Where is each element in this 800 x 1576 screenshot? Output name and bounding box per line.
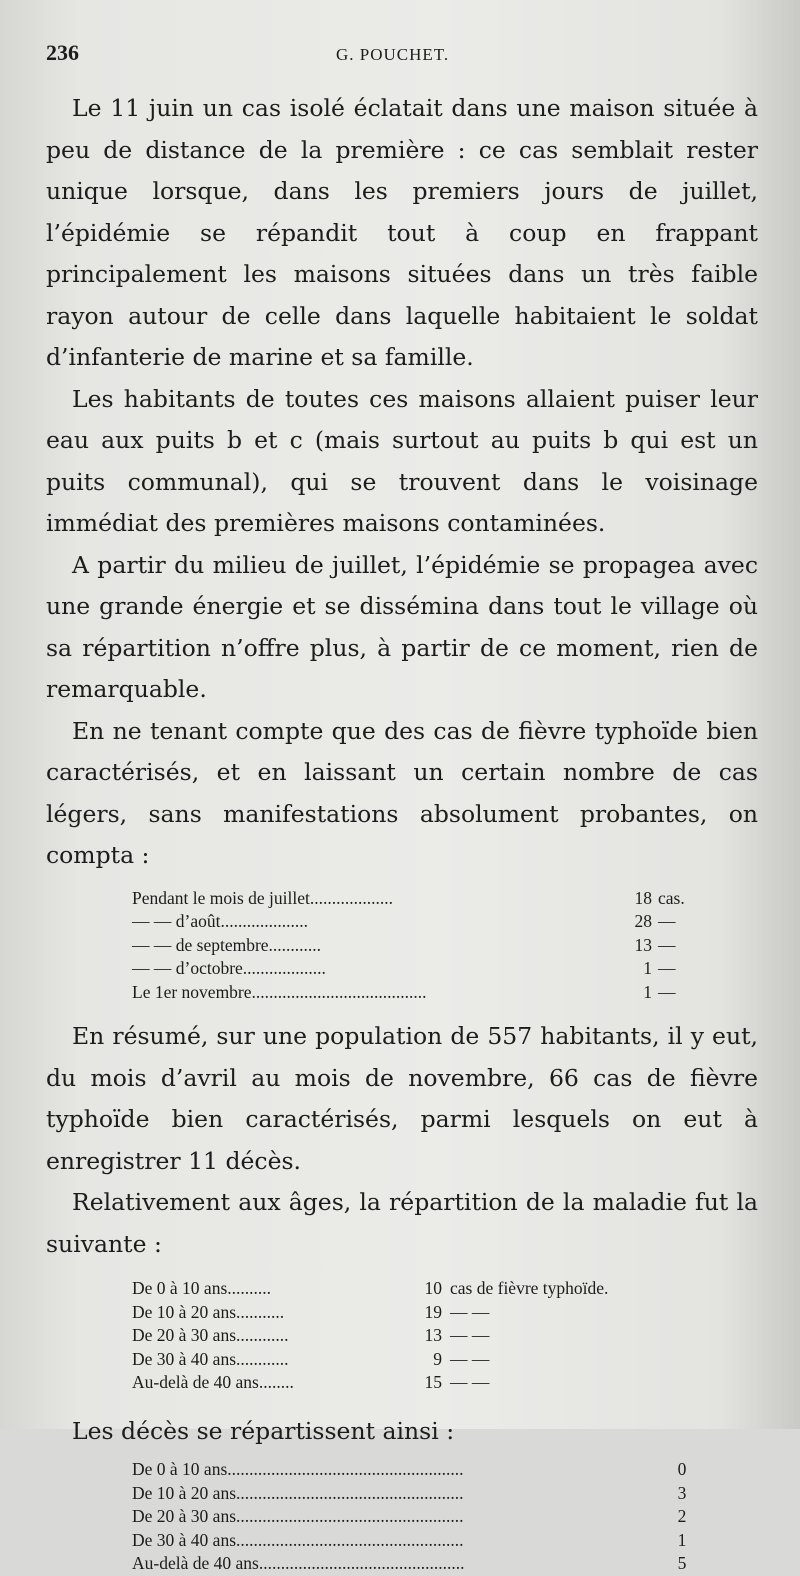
paragraph-3: A partir du milieu de juillet, l’épidémie se propagea avec une grande énergie et se dissémina dans tout le village où sa répartition n’offre plus, à partir de ce moment, rien de remarquable. [46,550,758,703]
death-count: 0 [677,1459,687,1480]
table-row [132,934,685,958]
age-range: De 0 à 10 ans.......... [132,1278,272,1299]
paragraph-1: Le 11 juin un cas isolé éclatait dans une maison située à peu de distance de la première : ce cas semblait rester unique lorsque, dans les premiers jours de juillet, l’épidémie se répandit tout à coup en frappant principalement les maisons situées dans un très faible rayon autour de celle dans laquelle habitaient le soldat d’infanterie de marine et sa famille. [46,94,758,371]
table-row [132,1371,608,1395]
case-count: 1 [643,958,652,979]
age-range: De 20 à 30 ans.................................................... [132,1506,464,1527]
case-count: 9 [433,1348,442,1369]
table-row [132,1505,692,1529]
table-row [132,981,685,1005]
paragraph-4: En ne tenant compte que des cas de fièvre typhoïde bien caractérisés, et en laissant un certain nombre de cas légers, sans manifestations absolument probantes, on compta : [46,716,758,869]
table-row [132,1482,692,1506]
cases-by-age-table [132,1277,608,1395]
month-label: — — d’août.................... [132,911,308,932]
age-range: De 0 à 10 ans...................................................... [132,1459,464,1480]
month-label: Le 1er novembre........................................ [132,981,427,1002]
death-count: 2 [677,1506,687,1527]
case-count: 13 [634,934,652,955]
month-label: Pendant le mois de juillet................... [132,887,394,908]
case-count: 10 [424,1278,442,1299]
deaths-by-age-table [132,1458,692,1576]
case-label: — — [450,1301,490,1322]
case-count: 1 [643,981,652,1002]
paragraph-5: En résumé, sur une population de 557 habitants, il y eut, du mois d’avril au mois de novembre, 66 cas de fièvre typhoïde bien caractérisés, parmi lesquels on eut à enregistrer 11 décès. [46,1022,758,1175]
case-unit: — [658,981,676,1002]
page-header [46,40,758,88]
case-label: — — [450,1348,490,1369]
month-label: — — d’octobre................... [132,958,326,979]
paragraph-6: Relativement aux âges, la répartition de la maladie fut la suivante : [46,1188,758,1258]
page-number: 236 [46,40,79,65]
death-count: 3 [677,1482,687,1503]
month-label: — — de septembre............ [132,934,322,955]
table-row [132,910,685,934]
table-row [132,1552,692,1576]
age-range: Au-delà de 40 ans........ [132,1372,294,1393]
case-count: 28 [634,911,652,932]
table-row [132,1301,608,1325]
table-row [132,1458,692,1482]
case-count: 18 [634,887,652,908]
table-row [132,1277,608,1301]
table-row [132,1324,608,1348]
age-range: De 30 à 40 ans............ [132,1348,289,1369]
age-range: De 30 à 40 ans.................................................... [132,1529,464,1550]
cases-by-month-table [132,887,685,1005]
case-unit: — [658,911,676,932]
table-row [132,1348,608,1372]
case-count: 19 [424,1301,442,1322]
case-label: cas de fièvre typhoïde. [450,1278,609,1299]
case-unit: — [658,958,676,979]
paragraph-2: Les habitants de toutes ces maisons allaient puiser leur eau aux puits b et c (mais surtout au puits b qui est un puits communal), qui se trouvent dans le voisinage immédiat des premières maisons contaminées. [46,384,758,537]
death-count: 5 [677,1553,687,1574]
paragraph-7: Les décès se répartissent ainsi : [72,1416,455,1445]
age-range: Au-delà de 40 ans............................................... [132,1553,465,1574]
death-count: 1 [677,1529,687,1550]
case-unit: cas. [658,887,685,908]
age-range: De 10 à 20 ans.................................................... [132,1482,464,1503]
case-count: 13 [424,1325,442,1346]
case-unit: — [658,934,676,955]
table-row [132,887,685,911]
table-row [132,957,685,981]
case-label: — — [450,1325,490,1346]
running-head: G. POUCHET. [336,45,450,64]
table-row [132,1529,692,1553]
age-range: De 10 à 20 ans........... [132,1301,285,1322]
age-range: De 20 à 30 ans............ [132,1325,289,1346]
case-count: 15 [424,1372,442,1393]
case-label: — — [450,1372,490,1393]
